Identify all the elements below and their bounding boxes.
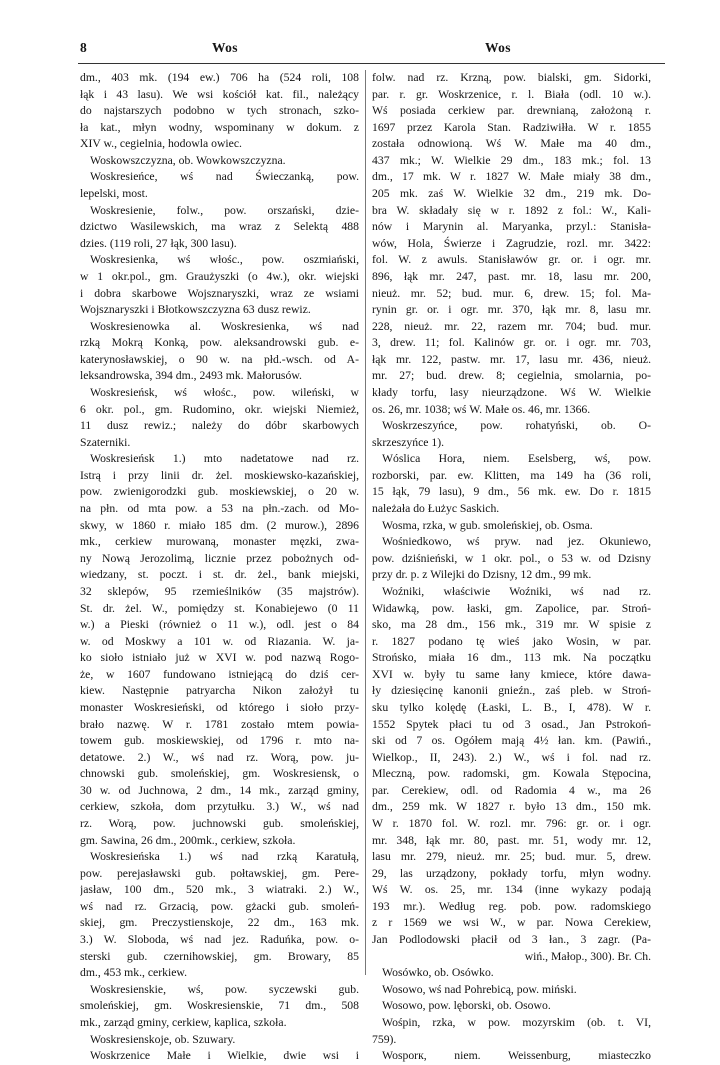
- text-line: w.) a Pieski (również o 11 w.), odl. jest o 84: [80, 618, 359, 632]
- text-line: monaster Woskresieński, od którego i sioło przy-: [80, 700, 359, 714]
- text-line: na płn. od mta pow. a 53 na płn.-zach. od Mo-: [80, 502, 359, 516]
- text-line: 205 mk. zaś W. Wielkie 32 dm., 219 mk. Do-: [372, 187, 651, 201]
- text-line: 3.) W. Sloboda, wś nad jez. Raduńka, pow. o-: [80, 933, 359, 947]
- text-line: skiej, gm. Preczystienskoje, 22 dm., 163 mk.: [80, 916, 359, 930]
- text-line: Widawką, pow. łaski, gm. Zapolice, par. Stroń-: [372, 601, 651, 615]
- text-line: Woskresieńsk, wś włośc., pow. wileński, w: [90, 385, 359, 399]
- text-line: detatowe. 2.) W., wś nad rz. Worą, pow. ju-: [80, 750, 359, 764]
- text-line: kłady torfu, lasy nieurządzone. Wś W. Wielkie: [372, 385, 651, 399]
- text-line: wów, Hola, Świerze i Zagrudzie, rozl. mr. 3422:: [372, 236, 651, 250]
- text-line: folw. nad rz. Krzną, pow. bialski, gm. Sidorki,: [372, 71, 651, 84]
- text-line: Woźniki, właściwie Woźniki, wś nad rz.: [382, 584, 651, 598]
- text-line: Istrą i przy linii dr. żel. moskiewsko-kazańskiej,: [80, 468, 359, 482]
- page-number: 8: [80, 40, 87, 55]
- text-line: Woskresienskoje, ob. Szuwary.: [90, 1032, 236, 1046]
- text-line: kiew. Następnie patryarcha Nikon założył tu: [80, 684, 359, 698]
- text-line: dm., 403 mk. (194 ew.) 706 ha (524 roli, 108: [80, 71, 359, 84]
- text-line: i dobra skarbowe Wojsznaryszki, wraz ze wsiami: [80, 286, 359, 300]
- text-line: W r. 1870 fol. W. rozl. mr. 796: gr. or. i ogr.: [372, 817, 651, 831]
- text-line: Wóslica Hora, niem. Eselsberg, wś, pow.: [382, 452, 651, 466]
- text-line: mr. 27; bud. drew. 8; cegielnia, smolarnia, po-: [372, 369, 651, 383]
- text-line: gm. Sawina, 26 dm., 200mk., cerkiew, szkoła.: [80, 833, 296, 847]
- text-line: jasław, 100 dm., 520 mk., 3 wiatraki. 2.) W.,: [80, 883, 359, 897]
- text-line: lasu mr. 279, nieuż. mr. 25; bud. mur. 5, drew.: [372, 850, 651, 864]
- text-line: dm., 259 mk. W 1827 r. było 13 dm., 150 mk.: [372, 800, 651, 814]
- left-column: [80, 70, 359, 1065]
- text-line: smoleńskiej, gm. Woskresienskie, 71 dm., 508: [80, 999, 359, 1013]
- text-line: St. dr. żel. W., pomiędzy st. Konabiejewo (0 11: [80, 601, 359, 615]
- text-line: 6 okr. pol., gm. Rudomino, okr. wiejski Niemież,: [80, 402, 359, 416]
- text-line: fol. W. z awuls. Stanisławów gr. or. i ogr. mr.: [372, 253, 651, 267]
- text-line: dzies. (119 roli, 27 łąk, 300 lasu).: [80, 236, 237, 250]
- text-line: 193 mr.). Według reg. pob. pow. radomskiego: [372, 899, 651, 913]
- text-line: 1697 przez Karola Stan. Radziwiłła. W r. 1855: [372, 120, 651, 134]
- text-line: skrzeszyńce 1).: [372, 435, 445, 449]
- text-line: Wś W. os. 25, mr. 134 (inne wykazy podają: [372, 883, 651, 897]
- text-line: mr. 348, łąk mr. 80, past. mr. 51, wody mr. 12,: [372, 833, 651, 847]
- text-line: wś nad rz. Grzacią, pow. gżacki gub. smoleń-: [80, 899, 359, 913]
- text-line: dzictwo Wasilewskich, ma wraz z Selektą 488: [80, 220, 359, 234]
- text-line: cerkiew, szkoła, dom przytułku. 3.) W., wś nad: [80, 800, 359, 814]
- text-line: ła kat., młyn wodny, wspominany w dokum. z: [80, 120, 359, 134]
- text-line: lepelski, most.: [80, 187, 148, 201]
- text-line: Mleczną, pow. radomski, gm. Kowala Stępocina,: [372, 767, 651, 781]
- text-line: Woskresieńsk 1.) mto nadetatowe nad rz.: [90, 452, 359, 466]
- text-line: do najstarszych podobno w tych stronach, szko-: [80, 104, 359, 118]
- text-line: Woskresienie, folw., pow. orszański, dzie-: [90, 203, 359, 217]
- text-line: XIV w., cegielnia, hodowla owiec.: [80, 137, 242, 151]
- text-line: że, w 1607 fundowano istniejącą do dziś cer-: [80, 667, 359, 681]
- text-line: została odnowioną. Wś W. Małe ma 40 dm.,: [372, 137, 651, 151]
- text-line: nieuż. mr. 52; bud. mur. 6, drew. 15; fol. Ma-: [372, 286, 651, 300]
- text-line: 759).: [372, 1032, 397, 1046]
- text-line: ski od 7 os. Ogółem mają 4½ łan. km. (Pawiń.,: [372, 734, 651, 748]
- text-line: katerynosławskiej, o 90 w. na płd.-wsch. od A-: [80, 352, 359, 366]
- text-line: w. od Moskwy a 101 w. od Riazania. W. ja-: [80, 634, 359, 648]
- text-line: r. 1827 podano tę wieś jako Wosin, w par.: [372, 634, 651, 648]
- text-line: sterski gub. czernihowskiej, gm. Browary, 85: [80, 949, 359, 963]
- text-line: rozborski, par. ew. Klitten, ma 149 ha (36 roli,: [372, 468, 651, 482]
- text-line: pow. perejasławski gub. połtawskiej, gm. Pere-: [80, 866, 359, 880]
- text-line: towem gub. moskiewskiej, od 1796 r. mto na-: [80, 734, 359, 748]
- text-line: mk., cerkiew murowaną, monaster męzki, zwa-: [80, 535, 359, 549]
- text-line: Woskresieńska 1.) wś nad rzką Karatułą,: [90, 850, 359, 864]
- text-line: Woskowszczyzna, ob. Wowkowszczyzna.: [90, 153, 286, 167]
- text-line: dm., 17 mk. W r. 1827 W. Małe miały 38 dm.,: [372, 170, 651, 184]
- text-line: łąk i 43 lasu). We wsi kościół kat. fil., należący: [80, 87, 359, 101]
- text-line: Jan Podlodowski płacił od 3 łan., 3 zagr. (Pa-: [372, 933, 651, 947]
- text-line: z r 1569 we wsi W., w par. Nowa Cerekiew,: [372, 916, 651, 930]
- text-line: Woskresienka, wś włośc., pow. oszmiański,: [90, 253, 359, 267]
- text-line: należała do Łużyc Saskich.: [372, 502, 500, 516]
- text-line: Woskresieńce, wś nad Świeczanką, pow.: [90, 170, 359, 184]
- text-line: Strońsko, miała 16 dm., 113 mk. Na początku: [372, 651, 651, 665]
- text-line: par. r. gr. Woskrzenice, r. l. Biała (odl. 10 w.).: [372, 87, 651, 101]
- text-line: wiedzany, st. poczt. i st. dr. żel., bank miejski,: [80, 568, 359, 582]
- text-line: rz. Worą, pow. juchnowski gub. smoleńskiej,: [80, 817, 359, 831]
- text-line: 437 mk.; W. Wielkie 29 dm., 183 mk.; fol. 13: [372, 153, 651, 167]
- text-line: 896, łąk mr. 247, past. mr. 18, lasu mr. 200,: [372, 269, 651, 283]
- text-line: chnowski gub. smoleńskiej, gm. Woskresiensk, o: [80, 767, 359, 781]
- text-line: skwy, w 1860 r. miało 185 dm. (2 murow.), 2896: [80, 518, 359, 532]
- text-line: os. 26, mr. 1038; wś W. Małe os. 46, mr. 1366.: [372, 402, 591, 416]
- text-line: pow. dziśnieński, w 1 okr. pol., o 53 w. od Dzisny: [372, 551, 651, 565]
- text-line: nów i Marynin al. Maryanka, przyl.: Stanisła-: [372, 220, 651, 234]
- text-line: 1552 Spytek płaci tu od 3 osad., Jan Pstrokoń-: [372, 717, 651, 731]
- text-line: 29, las urządzony, pokłady torfu, młyn wodny.: [372, 866, 651, 880]
- right-column: [372, 70, 651, 1065]
- text-line: 11 dusz rewiz.; należy do dóbr skarbowych: [80, 419, 359, 433]
- text-line: XVI w. były tu same łany kmiece, które dawa-: [372, 667, 651, 681]
- left-running-head: Wos: [212, 40, 238, 55]
- right-running-head: Wos: [485, 40, 511, 55]
- text-line: wiń., Małop., 300). Br. Ch.: [524, 949, 651, 963]
- text-line: Szaterniki.: [80, 435, 131, 449]
- text-line: leksandrowska, 394 dm., 2493 mk. Małorusów.: [80, 369, 302, 383]
- text-line: rzką Mokrą Konką, pow. aleksandrowski gub. e-: [80, 336, 359, 350]
- text-line: 3, drew. 11; fol. Kalinów gr. or. i ogr. mr. 703,: [372, 336, 651, 350]
- text-line: Woskresienowka al. Woskresienka, wś nad: [90, 319, 359, 333]
- header-rule: [78, 63, 665, 64]
- text-line: Wojsznaryszki i Błotkowszczyzna 63 dusz rewiz.: [80, 303, 311, 317]
- text-line: Wośniedkowo, wś pryw. nad jez. Okuniewo,: [382, 535, 651, 549]
- text-line: 228, nieuż. mr. 22, razem mr. 704; bud. mur.: [372, 319, 651, 333]
- text-line: 30 w. od Juchnowa, 2 dm., 14 mk., zarząd gminy,: [80, 783, 359, 797]
- text-line: Wielkop., II, 243). 2.) W., wś i fol. nad rz.: [372, 750, 651, 764]
- column-separator: [365, 70, 366, 975]
- text-line: mk., zarząd gminy, cerkiew, kaplica, szkoła.: [80, 1015, 287, 1029]
- text-line: w 1 okr.pol., gm. Graużyszki (o 4w.), okr. wiejski: [80, 269, 359, 283]
- text-line: pow. zwienigorodzki gub. moskiewskiej, o 20 w.: [80, 485, 359, 499]
- text-line: dm., 453 mk., cerkiew.: [80, 966, 188, 980]
- text-line: Wosowo, pow. lęborski, ob. Osowo.: [382, 999, 551, 1013]
- text-line: rynin gr. or. i ogr. mr. 370, łąk mr. 8, lasu mr.: [372, 303, 651, 317]
- text-line: Wośpin, rzka, w pow. mozyrskim (ob. t. VI,: [382, 1015, 651, 1029]
- text-line: bra W. składały się w r. 1892 z fol.: W., Kali-: [372, 203, 651, 217]
- text-line: ły dziesięcinę kanonii gnieźn., zaś pleb. w Stroń-: [372, 684, 651, 698]
- text-line: Woskrzenice Małe i Wielkie, dwie wsi i: [90, 1049, 359, 1063]
- text-line: Wosówko, ob. Osówko.: [382, 966, 494, 980]
- text-line: brało nazwę. W r. 1781 zostało mtem powia-: [80, 717, 359, 731]
- text-line: łąk mr. 122, pastw. mr. 17, lasu mr. 436, nieuż.: [372, 352, 651, 366]
- text-line: ny Nową Jerozolimą, licznie przez pobożnych od-: [80, 551, 359, 565]
- text-line: Wosporк, niem. Weissenburg, miasteczko: [382, 1049, 651, 1063]
- text-line: ko sioło istniało już w XVI w. pod nazwą Rogo-: [80, 651, 359, 665]
- text-line: par. Cerekiew, odl. od Radomia 4 w., ma 26: [372, 783, 651, 797]
- text-line: 32 sklepów, 95 rzemieślników (35 majstrów).: [80, 584, 359, 598]
- text-line: Wś posiada cerkiew par. drewnianą, założoną r.: [372, 104, 651, 118]
- text-line: 15 łąk, 79 lasu), 9 dm., 56 mk. ew. Do r. 1815: [372, 485, 651, 499]
- text-line: Woskresienskie, wś, pow. syczewski gub.: [90, 982, 359, 996]
- text-line: Wosma, rzka, w gub. smoleńskiej, ob. Osma.: [382, 518, 593, 532]
- text-line: Wosowo, wś nad Pohrebicą, pow. miński.: [382, 982, 577, 996]
- text-line: sku tylko kolędę (Łaski, L. B., I, 478). W r.: [372, 700, 651, 714]
- text-line: Woskrzeszyńce, pow. rohatyński, ob. O-: [382, 419, 651, 433]
- text-line: sko, ma 28 dm., 156 mk., 319 mr. W spisie z: [372, 618, 651, 632]
- text-line: przy dr. p. z Wilejki do Dzisny, 12 dm., 99 mk.: [372, 568, 592, 582]
